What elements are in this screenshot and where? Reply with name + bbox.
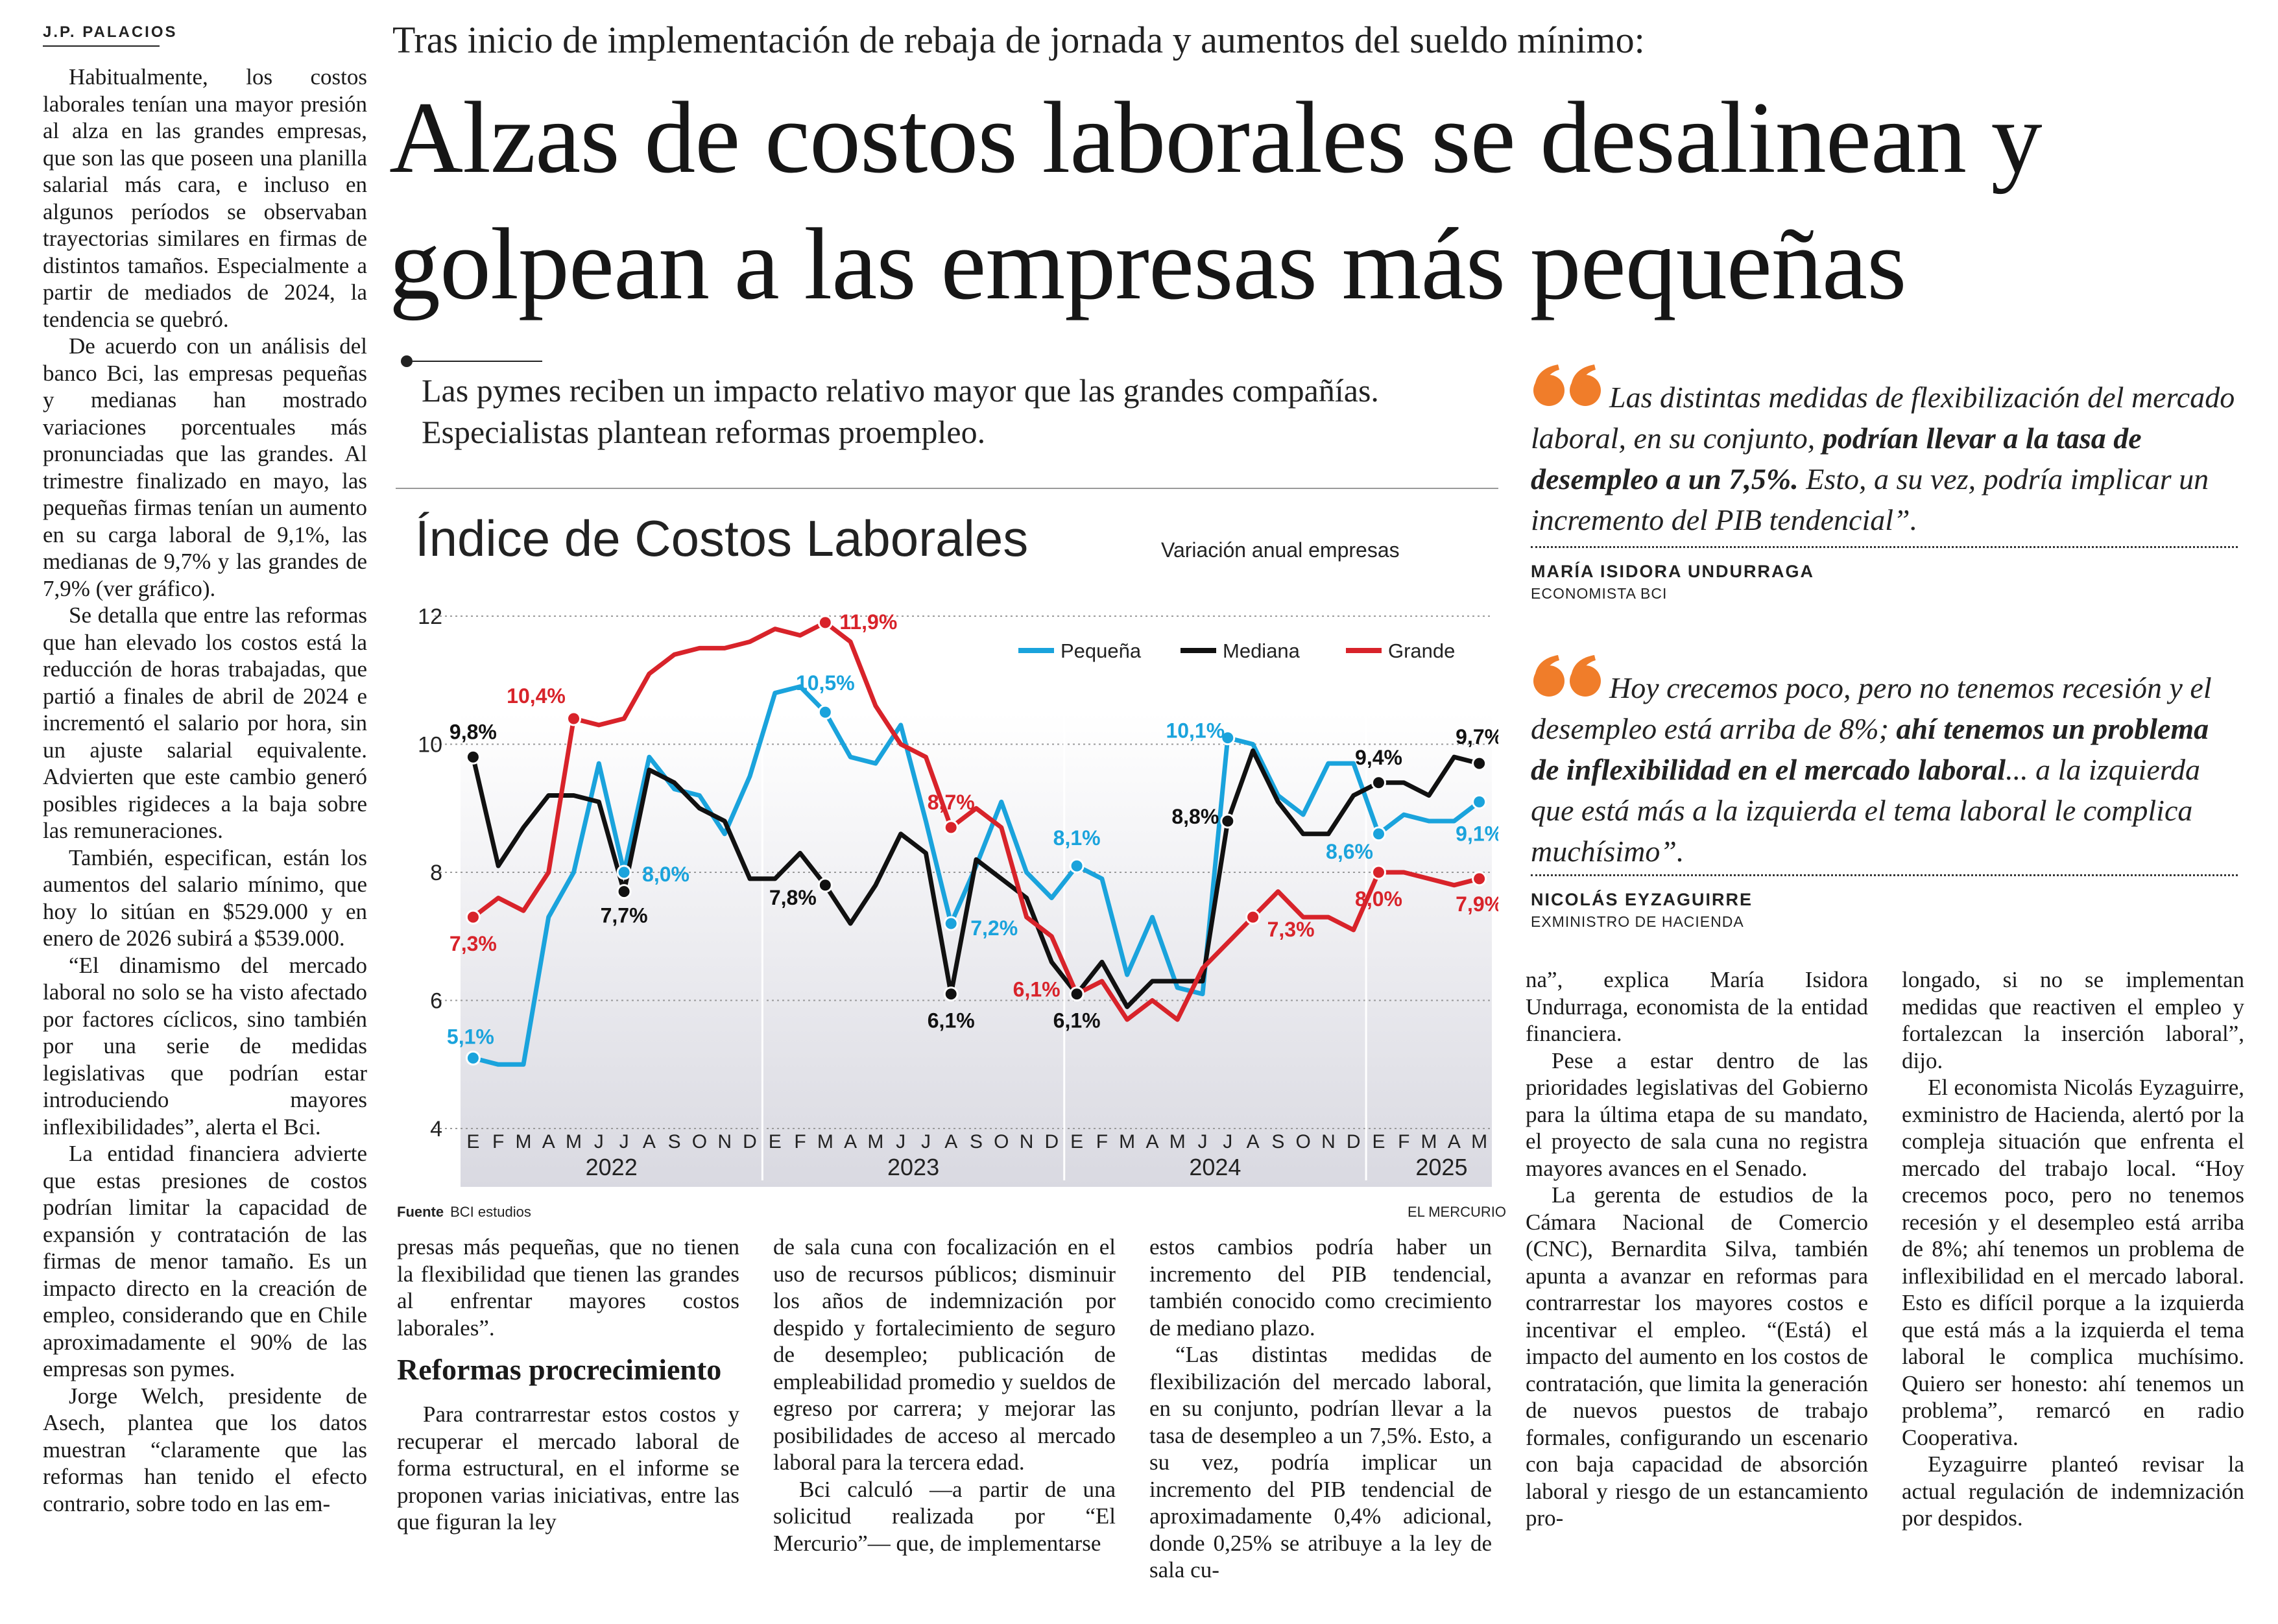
x-tick-label: J — [920, 1131, 931, 1152]
data-label: 8,1% — [1053, 826, 1101, 850]
data-point-marker — [1070, 859, 1083, 872]
quote-2-rule — [1531, 874, 2238, 876]
x-tick-label: A — [1246, 1131, 1260, 1152]
data-label: 8,8% — [1171, 805, 1219, 828]
data-label: 9,7% — [1456, 725, 1498, 749]
data-label: 7,3% — [449, 932, 497, 956]
x-tick-label: J — [896, 1131, 906, 1152]
quote-1-rule — [1531, 546, 2238, 548]
x-tick-label: M — [867, 1131, 884, 1152]
x-tick-label: J — [593, 1131, 604, 1152]
x-tick-label: O — [691, 1131, 708, 1152]
data-label: 7,9% — [1456, 892, 1498, 916]
quote-2-name: NICOLÁS EYZAGUIRRE — [1531, 890, 1753, 909]
data-label: 10,5% — [795, 671, 855, 695]
data-point-marker — [1372, 866, 1385, 879]
chart-source-text: BCI estudios — [450, 1204, 531, 1220]
year-label: 2022 — [585, 1154, 638, 1180]
paragraph: Jorge Welch, presidente de Asech, plantea que los datos muestran “claramente que las reformas han tenido el efecto contrario, sobre todo en las em- — [43, 1383, 367, 1516]
x-tick-label: N — [717, 1131, 732, 1152]
x-tick-label: F — [1398, 1131, 1410, 1152]
data-label: 7,8% — [769, 885, 817, 909]
paragraph: También, especifican, están los aumentos del salario mínimo, que hoy lo sitúan en $529.000 y en enero de 2026 subirá a $539.000. — [43, 844, 367, 951]
x-tick-label: E — [768, 1131, 782, 1152]
data-point-marker — [466, 1051, 479, 1064]
data-label: 5,1% — [446, 1025, 494, 1049]
quote-1-role: ECONOMISTA BCI — [1531, 585, 1668, 602]
dek-bullet — [401, 355, 413, 367]
x-tick-label: M — [1421, 1131, 1437, 1152]
chart-separator — [396, 488, 1498, 489]
chart-background — [461, 712, 1492, 1187]
body-column-1-bottom — [397, 1401, 739, 1536]
data-point-marker — [1247, 911, 1260, 924]
year-label: 2025 — [1415, 1154, 1468, 1180]
quote-2-text-pre: Hoy crecemos poco, pero no tenemos recesión y el desempleo está arriba de 8%; — [1531, 671, 2212, 745]
chart-title: Índice de Costos Laborales — [415, 510, 1029, 567]
x-tick-label: E — [1070, 1131, 1084, 1152]
kicker: Tras inicio de implementación de rebaja de jornada y aumentos del sueldo mínimo: — [392, 19, 1645, 61]
x-tick-label: D — [1044, 1131, 1059, 1152]
dek: Las pymes reciben un impacto relativo mayor que las grandes compañías. Especialistas plantean reformas proempleo. — [422, 372, 1379, 450]
data-point-marker — [944, 821, 957, 834]
x-tick-label: A — [844, 1131, 857, 1152]
data-label: 11,9% — [839, 610, 898, 634]
data-label: 7,3% — [1267, 918, 1315, 942]
paragraph: Habitualmente, los costos laborales tenían una mayor presión al alza en las grandes empresas, que son las que poseen una planilla salarial más cara, e incluso en algunos períodos se observaban trayectorias similares en firmas de distintos tamaños. Especialmente a partir de mediados de 2024, la tendencia se quebró. — [43, 64, 367, 332]
x-tick-label: M — [1169, 1131, 1186, 1152]
paragraph: Se detalla que entre las reformas que han elevado los costos está la reducción de horas trabajadas, que partió a finales de abril de 2024 e incrementó el salario por hora, sin un ajuste salarial equivalente. Advierten que este cambio generó posibles rigideces a la baja sobre las remuneraciones. — [43, 603, 367, 843]
byline-rule — [43, 45, 160, 47]
data-point-marker — [617, 866, 630, 879]
paragraph: na”, explica María Isidora Undurraga, economista de la entidad financiera. — [1526, 967, 1868, 1046]
left-column — [43, 64, 367, 1517]
legend-label: Pequeña — [1061, 639, 1142, 662]
x-tick-label: A — [642, 1131, 656, 1152]
data-point-marker — [819, 879, 832, 892]
quote-1-text-post: Esto, a su vez, podría implicar un incremento del PIB tendencial”. — [1531, 462, 2209, 536]
paragraph: “El dinamismo del mercado laboral no solo se ha visto afectado por factores cíclicos, sino también por una serie de medidas legislativas que podrían estar introduciendo mayores inflexibilidades”, alerta el Bci. — [43, 952, 367, 1140]
year-label: 2023 — [887, 1154, 940, 1180]
paragraph: Para contrarrestar estos costos y recuperar el mercado laboral de forma estructural, en el informe se proponen varias iniciativas, entre las que figuran la ley — [397, 1402, 739, 1534]
labor-cost-chart — [396, 584, 1498, 1193]
byline: J.P. PALACIOS — [43, 23, 178, 41]
x-tick-label: J — [619, 1131, 629, 1152]
paragraph: de sala cuna con focalización en el uso de recursos públicos; disminuir los años de indemnización por despido y fortalecimiento de seguro de desempleo; publicación de empleabilidad promedio y sueldos de egreso por carrera; y mejorar las posibilidades de acceso al mercado laboral para la tercera edad. — [773, 1234, 1116, 1475]
x-tick-label: M — [1119, 1131, 1136, 1152]
x-tick-label: M — [817, 1131, 833, 1152]
x-tick-label: O — [994, 1131, 1009, 1152]
chart-source-label: Fuente — [397, 1204, 444, 1220]
x-tick-label: N — [1321, 1131, 1336, 1152]
chart-svg — [396, 584, 1498, 1193]
y-tick-label: 6 — [430, 988, 442, 1014]
year-label: 2024 — [1189, 1154, 1241, 1180]
x-tick-label: A — [944, 1131, 958, 1152]
data-point-marker — [1070, 988, 1083, 1001]
data-point-marker — [819, 706, 832, 719]
chart-credit: EL MERCURIO — [1408, 1204, 1506, 1220]
data-point-marker — [1221, 815, 1234, 828]
data-label: 8,0% — [1355, 887, 1402, 911]
data-label: 9,4% — [1355, 745, 1402, 769]
data-point-marker — [466, 911, 479, 924]
x-tick-label: F — [794, 1131, 806, 1152]
y-tick-label: 8 — [430, 861, 442, 885]
data-label: 6,1% — [1053, 1009, 1101, 1033]
quote-2-text-bold: ahí tenemos un problema de inflexibilidad en el mercado laboral — [1531, 712, 2209, 786]
data-point-marker — [1473, 795, 1486, 808]
data-point-marker — [1473, 872, 1486, 885]
data-point-marker — [617, 885, 630, 898]
x-tick-label: F — [492, 1131, 505, 1152]
paragraph: La gerenta de estudios de la Cámara Nacional de Comercio (CNC), Bernardita Silva, también apunta a avanzar en reformas para contrarrestar los mayores costos e incentivar el empleo. “(Está) el impacto del aumento en los costos de contratación, que limita la generación de nuevos puestos de trabajo formales, configurando un escenario con baja capacidad de absorción laboral y riesgo de un estancamiento pro- — [1526, 1182, 1868, 1531]
data-label: 7,7% — [600, 903, 648, 927]
x-tick-label: A — [542, 1131, 555, 1152]
x-tick-label: S — [667, 1131, 681, 1152]
data-label: 6,1% — [927, 1009, 975, 1033]
body-column-2 — [773, 1234, 1116, 1557]
x-tick-label: F — [1096, 1131, 1109, 1152]
paragraph: estos cambios podría haber un incremento del PIB tendencial, también conocido como crecimiento de mediano plazo. — [1149, 1234, 1492, 1341]
body-column-1 — [397, 1234, 739, 1536]
data-point-marker — [1372, 776, 1385, 789]
x-tick-label: N — [1019, 1131, 1034, 1152]
data-point-marker — [819, 616, 832, 629]
chart-subtitle: Variación anual empresas — [1161, 538, 1400, 562]
quote-1-text-bold: podrían llevar a la tasa de desempleo a un 7,5%. — [1531, 422, 2142, 496]
data-label: 9,8% — [449, 720, 497, 744]
data-label: 10,4% — [507, 684, 566, 708]
y-tick-label: 4 — [430, 1117, 442, 1141]
data-label: 7,2% — [970, 916, 1018, 940]
quote-2-role: EXMINISTRO DE HACIENDA — [1531, 913, 1744, 930]
legend-label: Mediana — [1223, 639, 1300, 662]
x-tick-label: E — [466, 1131, 480, 1152]
data-label: 8,7% — [927, 790, 975, 814]
data-point-marker — [568, 712, 581, 725]
y-tick-label: 12 — [418, 604, 442, 629]
data-label: 8,0% — [642, 863, 690, 886]
x-tick-label: O — [1295, 1131, 1311, 1152]
body-column-1-top — [397, 1234, 739, 1341]
x-tick-label: E — [1372, 1131, 1385, 1152]
pull-quote-2 — [1531, 654, 2238, 872]
x-tick-label: D — [743, 1131, 757, 1152]
body-column-4 — [1526, 966, 1868, 1532]
quote-1-name: MARÍA ISIDORA UNDURRAGA — [1531, 562, 1814, 581]
data-label: 9,1% — [1456, 822, 1498, 846]
data-point-marker — [944, 988, 957, 1001]
paragraph: “Las distintas medidas de flexibilización del mercado laboral, en su conjunto, podrían llevar a la tasa de desempleo a un 7,5%. Esto, a su vez, podría implicar un incremento del PIB tendencial de aproximadamente 0,4% adicional, donde 0,25% se atribuye a la ley de sala cu- — [1149, 1342, 1492, 1582]
quote-1-text-pre: Las distintas medidas de flexibilización del mercado laboral, en su conjunto, — [1531, 381, 2235, 455]
data-point-marker — [1372, 828, 1385, 841]
quote-2-text-post: ... a la izquierda que está más a la izquierda el tema laboral le complica muchísimo”. — [1531, 753, 2200, 868]
x-tick-label: A — [1447, 1131, 1461, 1152]
data-point-marker — [944, 917, 957, 930]
x-tick-label: S — [969, 1131, 983, 1152]
x-tick-label: S — [1271, 1131, 1285, 1152]
data-point-marker — [466, 750, 479, 763]
x-tick-label: M — [515, 1131, 532, 1152]
x-tick-label: J — [1197, 1131, 1208, 1152]
chart-source — [397, 1204, 531, 1221]
body-column-5 — [1902, 966, 2244, 1532]
x-tick-label: A — [1145, 1131, 1159, 1152]
quote-mark-icon — [1531, 654, 1605, 699]
quote-mark-icon — [1531, 363, 1605, 409]
data-label: 10,1% — [1166, 719, 1225, 743]
x-tick-label: D — [1346, 1131, 1361, 1152]
body-column-3 — [1149, 1234, 1492, 1584]
paragraph: El economista Nicolás Eyzaguirre, exministro de Hacienda, alertó por la compleja situación que enfrenta el mercado del trabajo local. “Hoy crecemos poco, pero no tenemos recesión y el desempleo está arriba de 8%; ahí tenemos un problema de inflexibilidad en el mercado laboral. Esto es difícil porque a la izquierda que está más a la izquierda el tema laboral le complica muchísimo. Quiero ser honesto: ahí tenemos un problema”, remarcó en radio Cooperativa. — [1902, 1075, 2244, 1450]
paragraph: Pese a estar dentro de las prioridades legislativas del Gobierno para la última etapa de su mandato, el proyecto de sala cuna no registra mayores avances en el Senado. — [1526, 1047, 1868, 1181]
paragraph: longado, si no se implementan medidas que reactiven el empleo y fortalezcan la inserción laboral”, dijo. — [1902, 967, 2244, 1073]
headline: Alzas de costos laborales se desalinean y golpean a las empresas más pequeñas — [389, 81, 2042, 321]
x-tick-label: J — [1223, 1131, 1233, 1152]
x-tick-label: M — [1471, 1131, 1488, 1152]
paragraph: presas más pequeñas, que no tienen la flexibilidad que tienen las grandes al enfrentar mayores costos laborales”. — [397, 1234, 739, 1341]
paragraph: De acuerdo con un análisis del banco Bci, las empresas pequeñas y medianas han mostrado variaciones porcentuales más pronunciadas que las grandes. Al trimestre finalizado en mayo, las pequeñas firmas tenían un aumento en su carga laboral de 9,1%, las medianas de 9,7% y las grandes de 7,9% (ver gráfico). — [43, 333, 367, 601]
x-tick-label: M — [566, 1131, 582, 1152]
data-label: 8,6% — [1326, 839, 1373, 863]
paragraph: La entidad financiera advierte que estas presiones de costos podrían limitar la capacidad de expansión y contratación de las firmas de menor tamaño. Es un impacto directo en la creación de empleo, considerando que en Chile aproximadamente el 90% de las empresas son pymes. — [43, 1141, 367, 1381]
legend-label: Grande — [1388, 639, 1456, 662]
data-point-marker — [1473, 757, 1486, 770]
paragraph: Eyzaguirre planteó revisar la actual regulación de indemnización por despidos. — [1902, 1451, 2244, 1531]
subhead-reformas: Reformas procrecimiento — [397, 1353, 722, 1386]
paragraph: Bci calculó —a partir de una solicitud realizada por “El Mercurio”— que, de implementarse — [773, 1476, 1116, 1556]
data-label: 6,1% — [1013, 977, 1061, 1001]
dek-rule — [413, 361, 542, 362]
y-tick-label: 10 — [418, 732, 442, 758]
pull-quote-1 — [1531, 363, 2238, 540]
